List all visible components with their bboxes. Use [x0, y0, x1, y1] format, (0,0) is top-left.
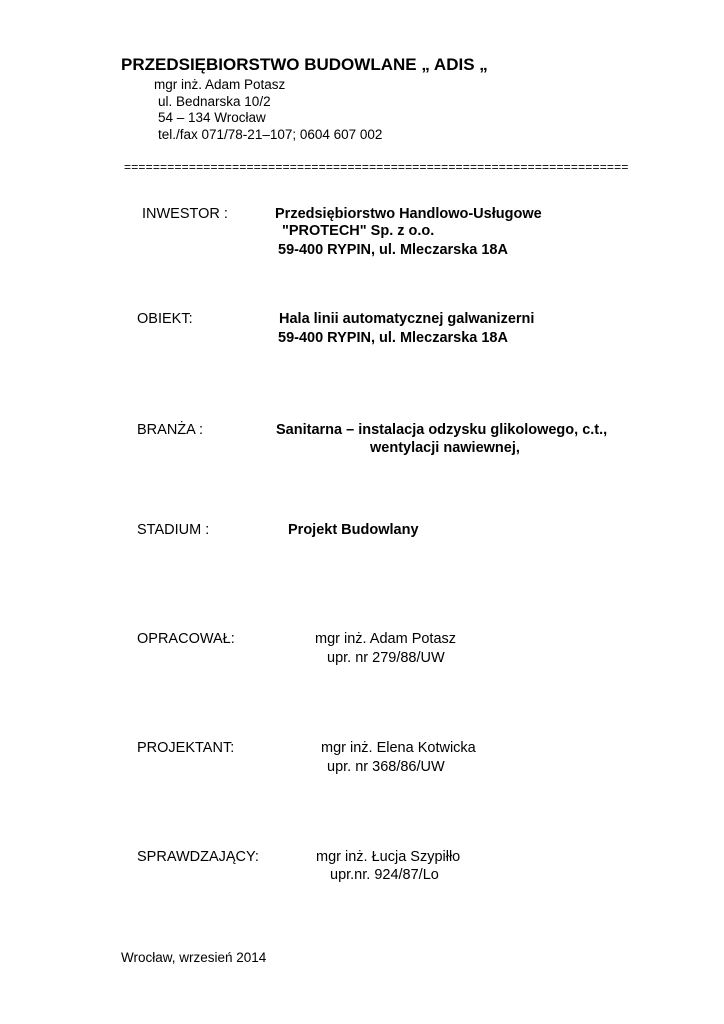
separator-line: ====================================================================== [124, 160, 629, 174]
header-city: 54 – 134 Wrocław [158, 110, 266, 125]
designer-name: mgr inż. Elena Kotwicka [321, 740, 476, 756]
investor-name: Przedsiębiorstwo Handlowo-Usługowe [275, 206, 542, 222]
investor-company: "PROTECH" Sp. z o.o. [282, 223, 435, 239]
object-address: 59-400 RYPIN, ul. Mleczarska 18A [278, 330, 508, 346]
checker-name: mgr inż. Łucja Szypiłło [316, 849, 461, 865]
header-phone: tel./fax 071/78-21–107; 0604 607 002 [158, 127, 383, 142]
header-street: ul. Bednarska 10/2 [158, 94, 271, 109]
designer-license: upr. nr 368/86/UW [327, 759, 445, 775]
stage-value: Projekt Budowlany [288, 522, 419, 538]
branch-line-1: Sanitarna – instalacja odzysku glikolowego, c.t., [276, 422, 608, 438]
company-name: PRZEDSIĘBIORSTWO BUDOWLANE „ ADIS „ [121, 55, 488, 74]
investor-address: 59-400 RYPIN, ul. Mleczarska 18A [278, 242, 508, 258]
checker-license: upr.nr. 924/87/Lo [330, 867, 439, 883]
designer-label: PROJEKTANT: [137, 740, 235, 756]
object-label: OBIEKT: [137, 311, 193, 327]
place-date: Wrocław, wrzesień 2014 [121, 950, 267, 965]
header-author: mgr inż. Adam Potasz [154, 77, 286, 92]
checker-label: SPRAWDZAJĄCY: [137, 849, 259, 865]
prepared-by-name: mgr inż. Adam Potasz [315, 631, 457, 647]
prepared-by-label: OPRACOWAŁ: [137, 631, 235, 647]
object-name: Hala linii automatycznej galwanizerni [279, 311, 535, 327]
branch-label: BRANŻA : [137, 422, 204, 438]
stage-label: STADIUM : [137, 522, 210, 538]
branch-line-2: wentylacji nawiewnej, [370, 440, 520, 456]
prepared-by-license: upr. nr 279/88/UW [327, 650, 445, 666]
investor-label: INWESTOR : [142, 206, 228, 222]
